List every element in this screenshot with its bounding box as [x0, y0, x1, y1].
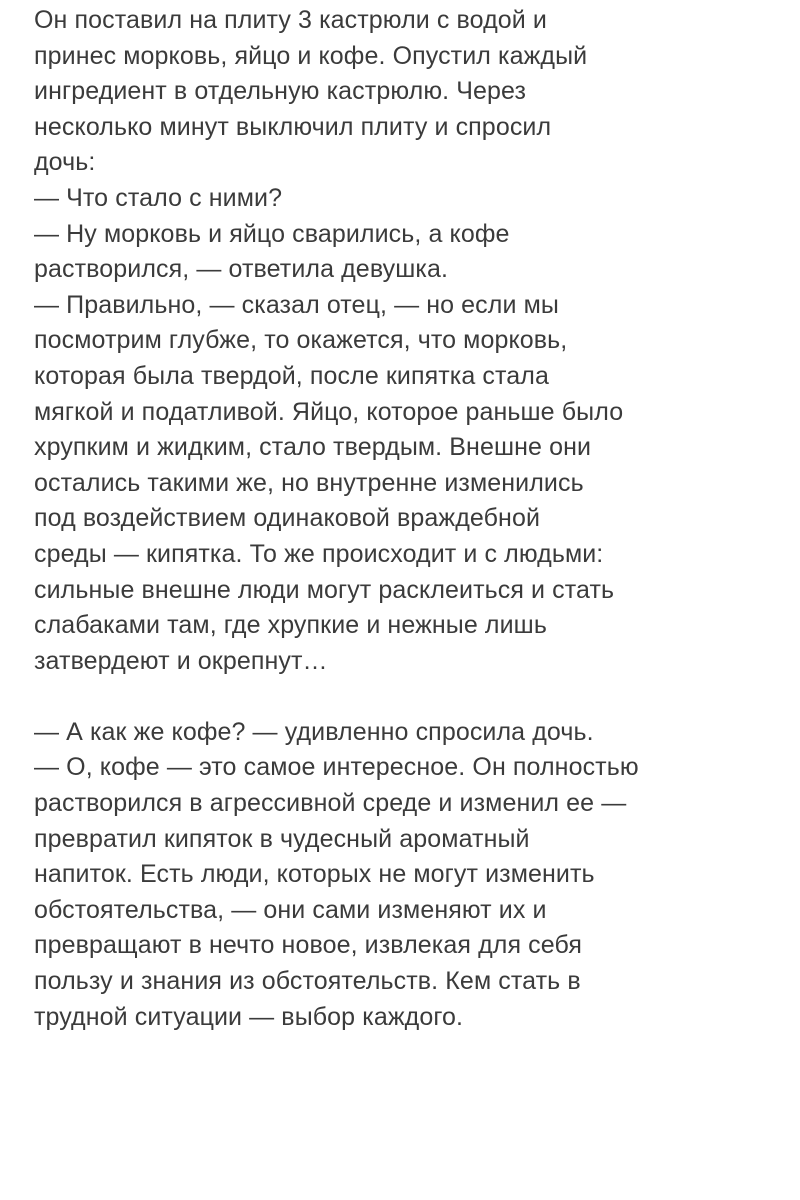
text-line: под воздействием одинаковой враждебной: [34, 504, 541, 533]
text-line: среды — кипятка. То же происходит и с людьми:: [34, 539, 604, 568]
text-line: — О, кофе — это самое интересное. Он полностью: [34, 753, 639, 782]
text-line: слабаками там, где хрупкие и нежные лишь: [34, 611, 547, 640]
text-line: — Ну морковь и яйцо сварились, а кофе: [34, 219, 510, 248]
text-line: которая была твердой, после кипятка стала: [34, 361, 550, 390]
text-line: остались такими же, но внутренне изменились: [34, 468, 584, 497]
text-line: пользу и знания из обстоятельств. Кем стать в: [34, 967, 581, 996]
text-line: несколько минут выключил плиту и спросил: [34, 112, 552, 141]
paragraph-gap: [34, 679, 800, 715]
text-line: растворился в агрессивной среде и изменил ее —: [34, 789, 627, 818]
text-line: — А как же кофе? — удивленно спросила дочь.: [34, 717, 594, 746]
text-line: ингредиент в отдельную кастрюлю. Через: [34, 77, 527, 106]
text-line: дочь:: [34, 148, 96, 177]
text-line: хрупким и жидким, стало твердым. Внешне они: [34, 433, 592, 462]
text-line: превращают в нечто новое, извлекая для себя: [34, 931, 582, 960]
text-line: напиток. Есть люди, которых не могут изменить: [34, 860, 595, 889]
text-line: — Что стало с ними?: [34, 183, 283, 212]
text-line: превратил кипяток в чудесный ароматный: [34, 824, 530, 853]
text-line: принес морковь, яйцо и кофе. Опустил каждый: [34, 41, 588, 70]
text-line: Он поставил на плиту 3 кастрюли с водой и: [34, 6, 547, 34]
text-line: обстоятельства, — они сами изменяют их и: [34, 895, 547, 924]
text-line: сильные внешне люди могут расклеиться и стать: [34, 575, 615, 604]
text-line: трудной ситуации — выбор каждого.: [34, 1002, 464, 1031]
text-line: затвердеют и окрепнут…: [34, 646, 328, 675]
text-line: — Правильно, — сказал отец, — но если мы: [34, 290, 559, 319]
text-line: растворился, — ответила девушка.: [34, 255, 449, 284]
text-line: посмотрим глубже, то окажется, что морковь,: [34, 326, 568, 355]
text-line: мягкой и податливой. Яйцо, которое раньше было: [34, 397, 624, 426]
